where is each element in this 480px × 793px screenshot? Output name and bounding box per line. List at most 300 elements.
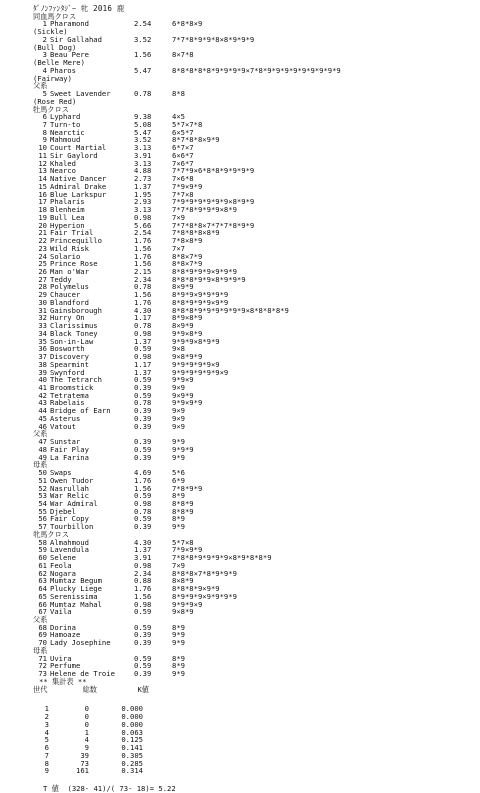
blood-percent: 1.56 [134, 50, 152, 60]
cross-pattern: 9*9 [172, 669, 185, 679]
horse-name: Princequillo [50, 236, 102, 246]
blood-percent: 1.56 [134, 243, 152, 253]
cross-pattern: 7*8×8*9 [172, 236, 203, 246]
cross-pattern: 8*8*9*9*9×9*9 [172, 297, 229, 307]
cross-number: 19 [38, 212, 47, 222]
cross-pattern: 9*9 [172, 638, 185, 648]
blood-percent: 3.13 [134, 143, 152, 153]
cross-pattern: 8×9*9 [172, 321, 194, 331]
cross-pattern: 8*7*8*8×9*9 [172, 135, 220, 145]
cross-number: 10 [38, 143, 47, 153]
horse-name: Prince Rose [50, 259, 98, 269]
generation: 7 [44, 750, 49, 760]
cross-number: 69 [38, 630, 47, 640]
cross-pattern: 9*9*9×9 [172, 599, 203, 609]
horse-name: War Admiral [50, 499, 98, 508]
blood-percent: 1.56 [134, 591, 152, 601]
cross-pattern: 9×9 [172, 413, 185, 423]
cross-number: 6 [42, 112, 47, 122]
section-header: 牡馬クロス [33, 104, 69, 114]
blood-percent: 3.13 [134, 205, 152, 215]
cross-number: 63 [38, 576, 47, 586]
cross-number: 35 [38, 336, 47, 346]
blood-percent: 2.15 [134, 266, 152, 276]
cross-number: 73 [38, 669, 47, 679]
cross-number: 70 [38, 638, 47, 648]
generation: 8 [44, 758, 49, 768]
horse-name: Chaucer [50, 290, 81, 300]
cross-pattern: 5*6 [172, 468, 185, 478]
cross-pattern: 9*9*9×8*9*9 [172, 336, 220, 346]
k-value: 0.063 [121, 727, 143, 737]
cross-pattern: 9*9×9 [172, 375, 194, 385]
blood-percent: 0.59 [134, 444, 152, 454]
horse-name: Nearco [50, 166, 76, 176]
generation: 3 [44, 719, 49, 729]
section-header: 母系 [33, 645, 48, 655]
blood-percent: 5.47 [134, 127, 152, 137]
cross-number: 36 [38, 344, 47, 354]
alt-name: (Bull Dog) [33, 42, 77, 52]
blood-percent: 1.76 [134, 297, 152, 307]
horse-name: Native Dancer [50, 174, 107, 184]
cross-pattern: 8×9*9 [172, 282, 194, 292]
blood-percent: 0.39 [134, 413, 152, 423]
cross-number: 68 [38, 622, 47, 632]
k-value: 0.141 [121, 743, 143, 753]
cross-pattern: 8*9*9×9*9*9*9 [172, 290, 229, 300]
blood-percent: 5.47 [134, 65, 152, 75]
cross-pattern: 8*8*8×7*8*9*9*9 [172, 568, 237, 578]
cross-number: 47 [38, 437, 47, 447]
cross-number: 51 [38, 475, 47, 485]
blood-percent: 2.54 [134, 19, 152, 29]
cross-pattern: 9×8*9 [172, 607, 194, 617]
blood-percent: 1.76 [134, 251, 152, 261]
horse-name: Uvira [50, 653, 72, 663]
cross-pattern: 9*9×9*9 [172, 398, 203, 408]
cross-pattern: 8*8×7*9 [172, 251, 203, 261]
horse-name: Blue Larkspur [50, 189, 107, 199]
cross-number: 57 [38, 522, 47, 532]
horse-name: Blandford [50, 297, 89, 307]
cross-pattern: 9×8 [172, 344, 185, 354]
cross-number: 60 [38, 553, 47, 563]
summary-row [33, 729, 341, 737]
horse-name: Perfume [50, 661, 81, 671]
cross-number: 66 [38, 599, 47, 609]
cross-number: 55 [38, 506, 47, 516]
cross-pattern: 7×7 [172, 243, 185, 253]
cross-pattern: 8*9 [172, 653, 185, 663]
cross-number: 13 [38, 166, 47, 176]
cross-number: 29 [38, 290, 47, 300]
cross-pattern: 5*7×7*8 [172, 120, 203, 130]
blood-percent: 0.39 [134, 522, 152, 532]
blood-percent: 0.59 [134, 607, 152, 617]
cross-pattern: 7*7*8*9*9*8×8*9*9*9 [172, 34, 255, 44]
summary-row [33, 767, 341, 775]
cross-pattern: 7×9 [172, 560, 185, 570]
blood-percent: 0.59 [134, 390, 152, 400]
horse-name: Sweet Lavender [50, 89, 111, 99]
generation: 6 [44, 743, 49, 753]
horse-name: Hurry On [50, 313, 85, 323]
summary-row [33, 752, 341, 760]
horse-name: Turn-to [50, 120, 81, 130]
blood-percent: 0.78 [134, 282, 152, 292]
cross-pattern: 7*7*9×6*8*8*9*9*9*9 [172, 166, 255, 176]
blood-percent: 2.34 [134, 568, 152, 578]
header-generation: 世代 [33, 684, 48, 694]
generation: 2 [44, 712, 49, 722]
alt-name: (Sickle) [33, 27, 68, 37]
cross-row [33, 639, 341, 647]
cross-number: 53 [38, 491, 47, 501]
cross-number: 65 [38, 591, 47, 601]
cross-row [33, 90, 341, 98]
blood-percent: 9.38 [134, 112, 152, 122]
generation: 1 [44, 704, 49, 714]
horse-name: Nasrullah [50, 483, 89, 493]
cross-number: 40 [38, 375, 47, 385]
cross-row [33, 423, 341, 431]
cross-number: 23 [38, 243, 47, 253]
blood-percent: 0.39 [134, 382, 152, 392]
horse-name: Djebel [50, 506, 76, 516]
cross-number: 21 [38, 228, 47, 238]
cross-number: 12 [38, 158, 47, 168]
summary-header [33, 686, 341, 694]
cross-number: 41 [38, 382, 47, 392]
blood-percent: 0.39 [134, 406, 152, 416]
horse-name: Rabelais [50, 398, 85, 408]
horse-name: Plucky Liege [50, 584, 102, 594]
blood-percent: 0.98 [134, 499, 152, 508]
cross-pattern: 9×9 [172, 406, 185, 416]
horse-name: Almahmoud [50, 537, 89, 547]
cross-pattern: 9*9*9 [172, 444, 194, 454]
cross-pattern: 7*7*8*9*9*9×8*9 [172, 205, 237, 215]
cross-pattern: 6*7×7 [172, 143, 194, 153]
blood-percent: 1.76 [134, 236, 152, 246]
cross-number: 34 [38, 328, 47, 338]
cross-number: 17 [38, 197, 47, 207]
cross-pattern: 6*9 [172, 475, 185, 485]
cross-pattern: 6*8*8×9 [172, 19, 203, 29]
cross-pattern: 9×9*9 [172, 390, 194, 400]
summary-row [33, 721, 341, 729]
horse-name: The Tetrarch [50, 375, 102, 385]
section-header: 母系 [33, 460, 48, 470]
blood-percent: 2.54 [134, 228, 152, 238]
blood-percent: 1.17 [134, 313, 152, 323]
cross-number: 11 [38, 150, 47, 160]
blood-percent: 1.56 [134, 290, 152, 300]
blood-percent: 0.78 [134, 89, 152, 99]
blood-percent: 1.76 [134, 475, 152, 485]
summary-row [33, 713, 341, 721]
horse-name: Sir Gaylord [50, 150, 98, 160]
blood-percent: 5.66 [134, 220, 152, 230]
blood-percent: 0.98 [134, 212, 152, 222]
cross-number: 46 [38, 421, 47, 431]
blood-percent: 3.13 [134, 158, 152, 168]
cross-number: 25 [38, 259, 47, 269]
count: 39 [80, 750, 89, 760]
cross-number: 48 [38, 444, 47, 454]
blood-percent: 1.37 [134, 181, 152, 191]
horse-name: Lyphard [50, 112, 81, 122]
header-count: 総数 [82, 684, 97, 694]
horse-name: Bridge of Earn [50, 406, 111, 416]
cross-number: 9 [42, 135, 47, 145]
count: 0 [84, 712, 89, 722]
cross-number: 58 [38, 537, 47, 547]
cross-row [33, 523, 341, 531]
cross-pattern: 8×8*9 [172, 576, 194, 586]
cross-number: 38 [38, 359, 47, 369]
cross-number: 54 [38, 499, 47, 508]
horse-name: Owen Tudor [50, 475, 94, 485]
horse-name: Broomstick [50, 382, 94, 392]
cross-pattern: 9*9×8*9 [172, 328, 203, 338]
cross-pattern: 9×9 [172, 421, 185, 431]
cross-number: 8 [42, 127, 47, 137]
horse-name: Gainsborough [50, 305, 102, 315]
horse-name: Vatout [50, 421, 76, 431]
horse-name: Sir Gallahad [50, 34, 102, 44]
cross-number: 45 [38, 413, 47, 423]
horse-name: Helene de Troie [50, 669, 115, 679]
blood-percent: 0.59 [134, 514, 152, 524]
horse-name: Wild Risk [50, 243, 89, 253]
count: 0 [84, 719, 89, 729]
cross-pattern: 5*7×8 [172, 537, 194, 547]
count: 0 [84, 704, 89, 714]
section-header: 父系 [33, 429, 48, 439]
cross-number: 71 [38, 653, 47, 663]
blood-percent: 5.08 [134, 120, 152, 130]
blood-percent: 1.56 [134, 483, 152, 493]
cross-number: 56 [38, 514, 47, 524]
blood-percent: 3.91 [134, 150, 152, 160]
cross-pattern: 8*9 [172, 491, 185, 501]
alt-name: (Rose Red) [33, 96, 77, 106]
cross-row [33, 36, 341, 44]
cross-pattern: 9×9 [172, 382, 185, 392]
cross-number: 2 [42, 34, 47, 44]
cross-row [33, 554, 341, 562]
count: 161 [76, 766, 89, 776]
blood-percent: 0.39 [134, 452, 152, 462]
k-value: 0.000 [121, 704, 143, 714]
horse-name: Fair Play [50, 444, 89, 454]
horse-name: Phalaris [50, 197, 85, 207]
blood-percent: 0.39 [134, 421, 152, 431]
cross-number: 30 [38, 297, 47, 307]
horse-name: Pharamond [50, 19, 89, 29]
horse-name: Hyperion [50, 220, 85, 230]
blood-percent: 0.98 [134, 560, 152, 570]
cross-number: 37 [38, 352, 47, 362]
k-value: 0.305 [121, 750, 143, 760]
blood-percent: 0.59 [134, 622, 152, 632]
cross-number: 18 [38, 205, 47, 215]
horse-name: Nearctic [50, 127, 85, 137]
horse-name: Beau Pere [50, 50, 89, 60]
horse-name: Bull Lea [50, 212, 85, 222]
blood-percent: 4.30 [134, 305, 152, 315]
blood-percent: 0.59 [134, 375, 152, 385]
blood-percent: 0.98 [134, 599, 152, 609]
cross-row [33, 67, 341, 75]
blood-percent: 1.37 [134, 336, 152, 346]
blood-percent: 3.91 [134, 553, 152, 563]
horse-name: Black Toney [50, 328, 98, 338]
blood-percent: 0.59 [134, 661, 152, 671]
blood-percent: 2.73 [134, 174, 152, 184]
summary-gap [33, 693, 341, 705]
cross-number: 3 [42, 50, 47, 60]
blood-percent: 0.59 [134, 653, 152, 663]
cross-number: 64 [38, 584, 47, 594]
blood-percent: 0.88 [134, 576, 152, 586]
count: 9 [84, 743, 89, 753]
cross-number: 32 [38, 313, 47, 323]
horse-name: Tetratema [50, 390, 89, 400]
cross-number: 61 [38, 560, 47, 570]
horse-name: Discovery [50, 352, 89, 362]
cross-pattern: 8*9 [172, 514, 185, 524]
cross-number: 62 [38, 568, 47, 578]
horse-name: Mahmoud [50, 135, 81, 145]
cross-number: 28 [38, 282, 47, 292]
count: 73 [80, 758, 89, 768]
generation: 5 [44, 735, 49, 745]
cross-number: 49 [38, 452, 47, 462]
horse-name: Lavendula [50, 545, 89, 555]
blood-percent: 0.78 [134, 398, 152, 408]
section-header: 同血馬クロス [33, 11, 77, 21]
cross-pattern: 8*8*8*9*9*9*9*9*9×8*8*8*8*9 [172, 305, 289, 315]
cross-pattern: 7*9*9*9*9*9*9×8*9*9 [172, 197, 255, 207]
cross-row [33, 608, 341, 616]
count: 4 [84, 735, 89, 745]
horse-name: Spearmint [50, 359, 89, 369]
cross-pattern: 8*8*8*8*8*9*9*9*9×7*8*9*9*9*9*9*9*9*9*9 [172, 65, 341, 75]
cross-pattern: 4×5 [172, 112, 185, 122]
cross-pattern: 9×8*9*9 [172, 352, 203, 362]
cross-number: 7 [42, 120, 47, 130]
blood-percent: 1.76 [134, 584, 152, 594]
cross-pattern: 8*8*8*9×9*9 [172, 584, 220, 594]
cross-pattern: 8*9 [172, 622, 185, 632]
report-title: ﾀﾞﾉﾝﾌｧﾝﾀｼﾞｰ 牝 2016 鹿 [33, 4, 125, 13]
horse-name: Lady Josephine [50, 638, 111, 648]
horse-name: Serenissima [50, 591, 98, 601]
horse-name: Dorina [50, 622, 76, 632]
horse-name: Fair Copy [50, 514, 89, 524]
alt-name: (Fairway) [33, 73, 72, 83]
cross-number: 14 [38, 174, 47, 184]
blood-percent: 0.39 [134, 669, 152, 679]
cross-pattern: 7*9×9*9 [172, 545, 203, 555]
blood-percent: 0.98 [134, 352, 152, 362]
cross-number: 20 [38, 220, 47, 230]
cross-number: 4 [42, 65, 47, 75]
cross-number: 52 [38, 483, 47, 493]
cross-number: 67 [38, 607, 47, 617]
cross-number: 15 [38, 181, 47, 191]
cross-pattern: 9*9*9*9*9*9×9 [172, 367, 229, 377]
horse-name: Bosworth [50, 344, 85, 354]
blood-percent: 0.39 [134, 630, 152, 640]
cross-pattern: 8*8*8*9*9×8*9*9*9 [172, 274, 246, 284]
horse-name: Khaled [50, 158, 76, 168]
blood-percent: 4.69 [134, 468, 152, 478]
cross-pattern: 7*7*8*8×7*7*7*8*9*9 [172, 220, 255, 230]
k-value: 0.000 [121, 712, 143, 722]
blood-percent: 2.34 [134, 274, 152, 284]
cross-pattern: 7×6*8 [172, 174, 194, 184]
blood-percent: 3.52 [134, 135, 152, 145]
horse-name: Fair Trial [50, 228, 94, 238]
horse-name: Admiral Drake [50, 181, 107, 191]
t-value-line: T 値 (328- 41)/( 73- 18)= 5.22 [43, 783, 176, 793]
horse-name: Court Martial [50, 143, 107, 153]
cross-pattern: 7*8*8*8×8*9 [172, 228, 220, 238]
cross-pattern: 8×7*8 [172, 50, 194, 60]
horse-name: La Farina [50, 452, 89, 462]
cross-pattern: 8*8×7*9 [172, 259, 203, 269]
cross-number: 39 [38, 367, 47, 377]
k-value: 0.285 [121, 758, 143, 768]
horse-name: Teddy [50, 274, 72, 284]
cross-pattern: 8*9 [172, 661, 185, 671]
cross-pattern: 7*8*8*9*9*9*9×8*9*8*8*9 [172, 553, 272, 563]
horse-name: Sunstar [50, 437, 81, 447]
cross-row [33, 20, 341, 28]
count: 1 [84, 727, 89, 737]
horse-name: Clarissimus [50, 321, 98, 331]
cross-pattern: 9*9*9*9*9×9 [172, 359, 220, 369]
horse-name: Swynford [50, 367, 85, 377]
cross-pattern: 9*9 [172, 452, 185, 462]
horse-name: Son-in-Law [50, 336, 94, 346]
cross-pattern: 7*8*9*9 [172, 483, 203, 493]
horse-name: War Relic [50, 491, 89, 501]
summary-row [33, 760, 341, 768]
section-header: 牝馬クロス [33, 529, 69, 539]
cross-row [33, 415, 341, 423]
cross-number: 5 [42, 89, 47, 99]
blood-percent: 0.39 [134, 638, 152, 648]
summary-row [33, 736, 341, 744]
cross-number: 59 [38, 545, 47, 555]
horse-name: Asterus [50, 413, 81, 423]
cross-row [33, 454, 341, 462]
horse-name: Man o'War [50, 266, 89, 276]
blood-percent: 3.52 [134, 34, 152, 44]
blood-percent: 1.37 [134, 367, 152, 377]
blood-percent: 0.59 [134, 491, 152, 501]
horse-name: Feola [50, 560, 72, 570]
horse-name: Tourbillon [50, 522, 94, 532]
blood-percent: 1.37 [134, 545, 152, 555]
horse-name: Selene [50, 553, 76, 563]
cross-pattern: 8*8*9 [172, 506, 194, 516]
